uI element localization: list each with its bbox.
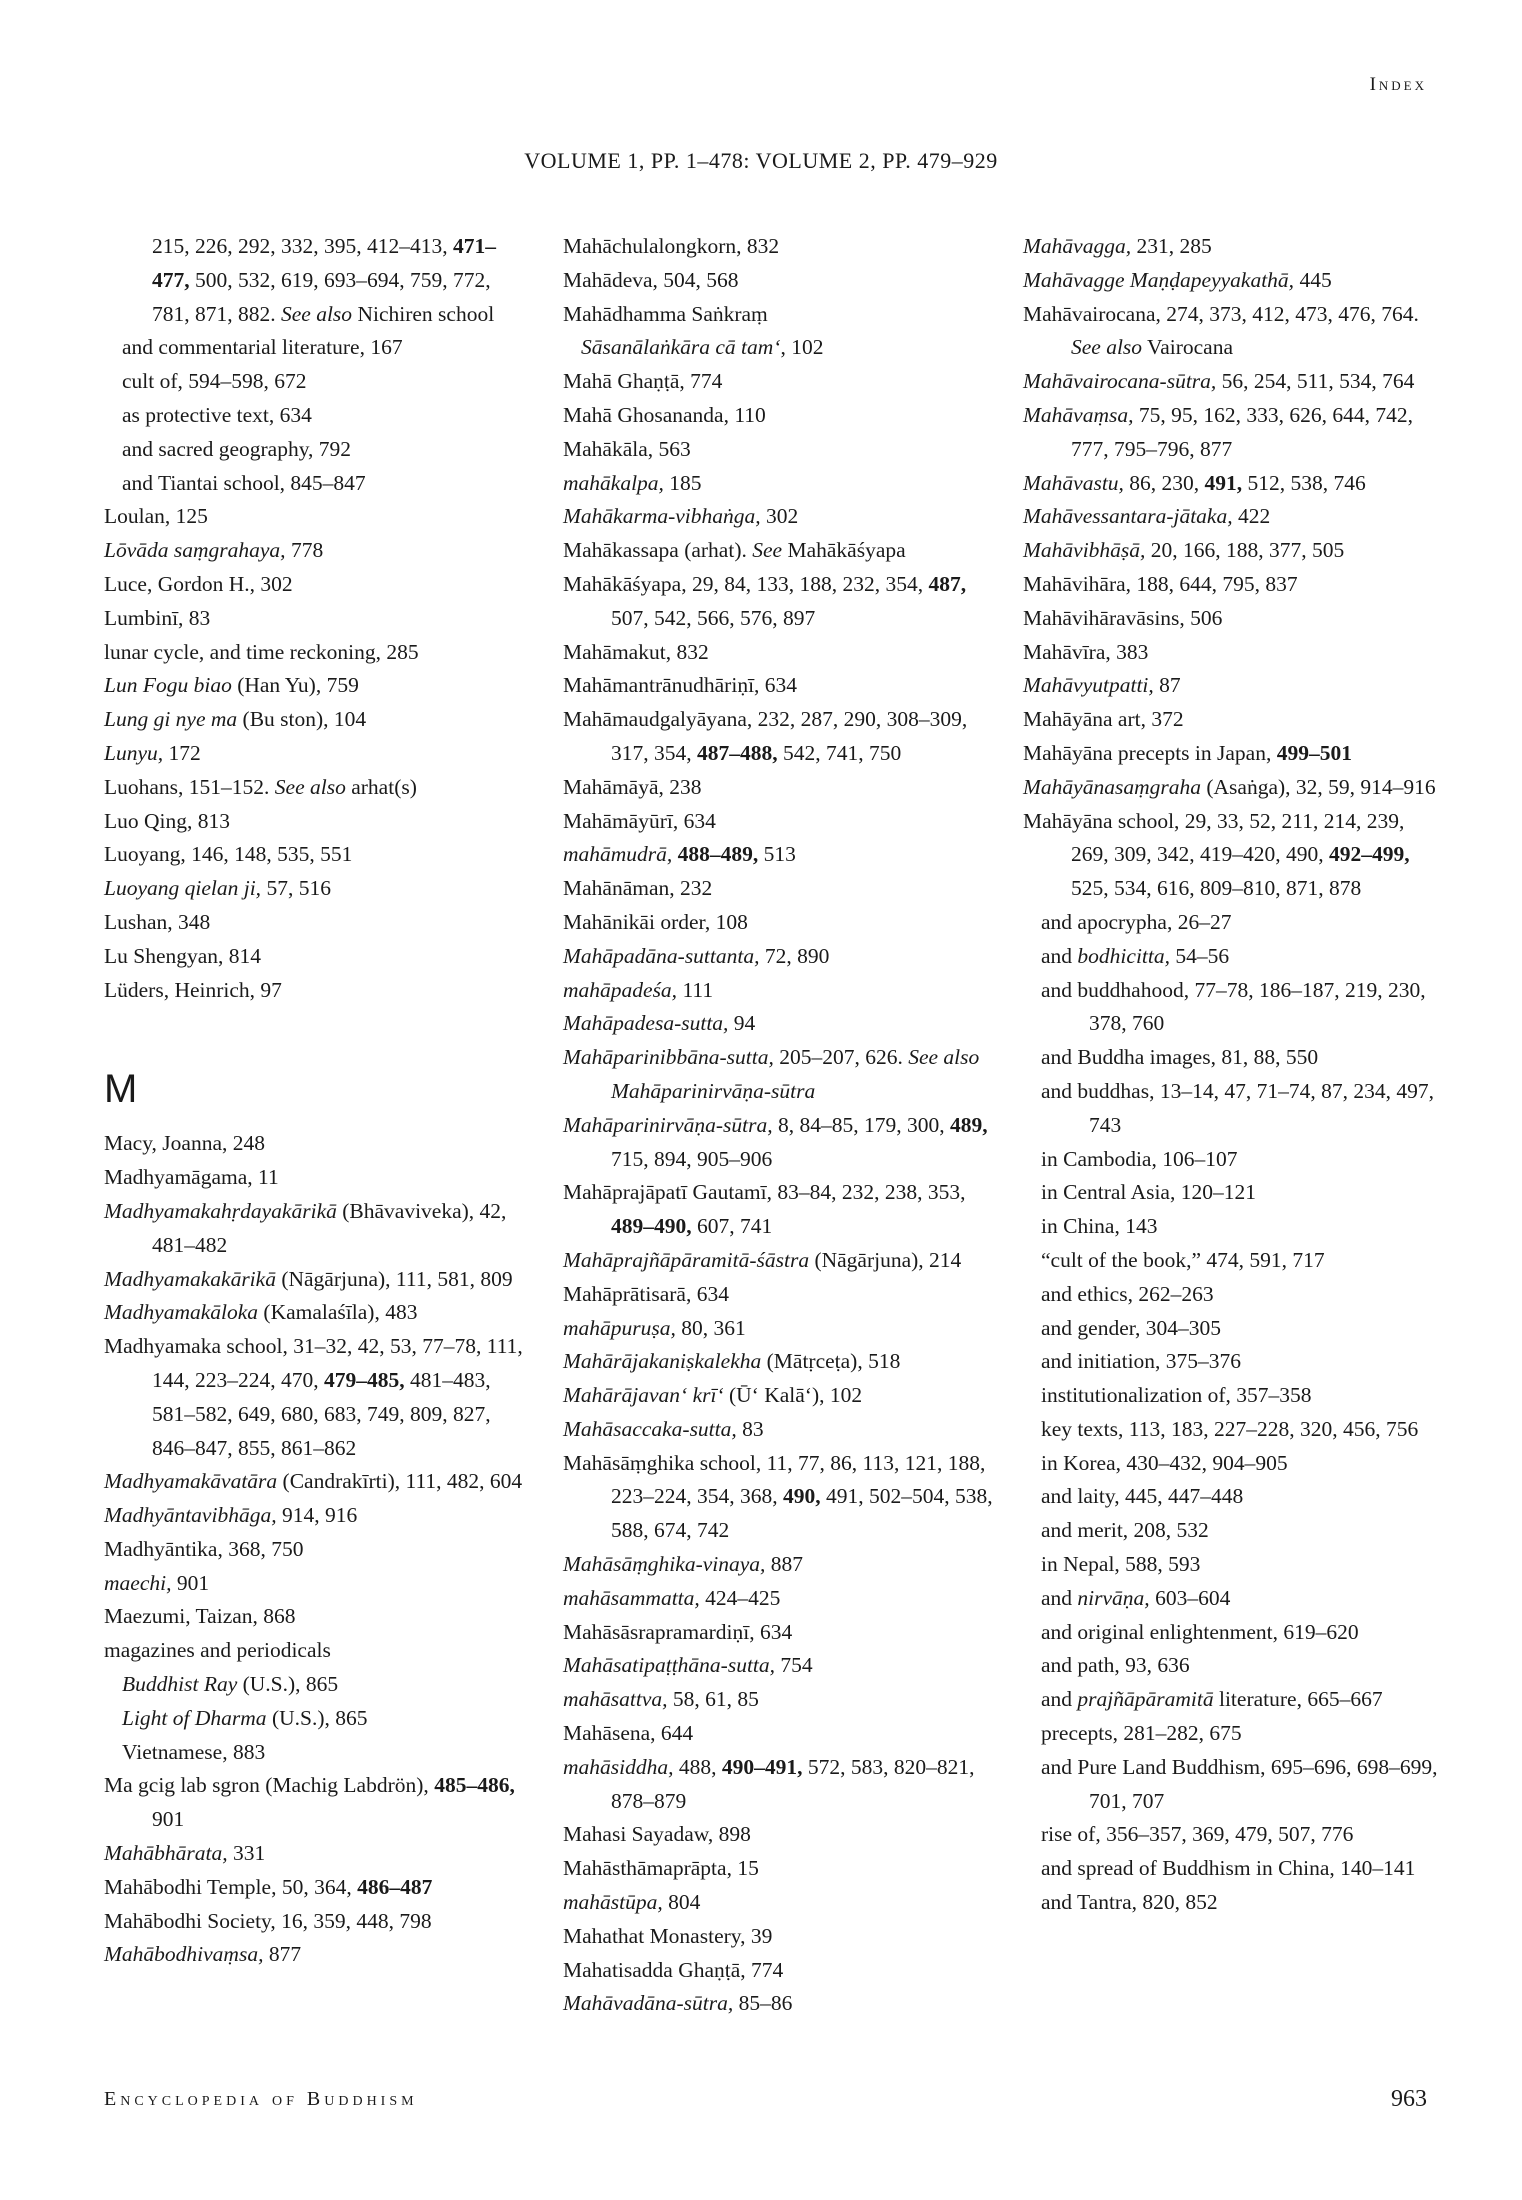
index-entry: Mahākāla, 563 (563, 436, 691, 461)
index-entry: Madhyāntika, 368, 750 (104, 1536, 304, 1561)
index-entry: Madhyamakahṛdayakārikā (Bhāvaviveka), 42, 481–482 (104, 1198, 507, 1257)
index-entry: Mahāvagga, 231, 285 (1023, 234, 1212, 258)
index-columns (0, 230, 1522, 2040)
index-entry: Mahāvagge Maṇḍapeyyakathā, 445 (1023, 267, 1332, 292)
index-subentry: precepts, 281–282, 675 (1041, 1721, 1242, 1746)
index-entry: Mahāsāsrapramardiṇī, 634 (563, 1619, 793, 1644)
index-entry: Mahāmaudgalyāyana, 232, 287, 290, 308–309, 317, 354, 487–488, 542, 741, 750 (563, 707, 968, 765)
index-entry: Mahābodhi Temple, 50, 364, 486–487 (104, 1874, 433, 1899)
page-number: 963 (1391, 2086, 1427, 2112)
index-entry: Mahāparinirvāṇa-sūtra, 8, 84–85, 179, 300, 489, 715, 894, 905–906 (563, 1112, 988, 1171)
index-subentry: and Buddha images, 81, 88, 550 (1041, 1045, 1319, 1070)
index-entry: Mahādhamma Saṅkraṃ (563, 301, 768, 326)
index-entry: Mahāyāna school, 29, 33, 52, 211, 214, 239, 269, 309, 342, 419–420, 490, 492–499, 525, 534, 616, 809–810, 871, 878 (1023, 808, 1410, 901)
index-entry: Luce, Gordon H., 302 (104, 571, 293, 596)
index-subentry: rise of, 356–357, 369, 479, 507, 776 (1041, 1822, 1354, 1847)
index-subentry: and path, 93, 636 (1041, 1653, 1190, 1678)
index-entry: mahāsattva, 58, 61, 85 (563, 1687, 759, 1712)
index-entry: Mahatisadda Ghaṇṭā, 774 (563, 1957, 784, 1982)
index-subentry: and Pure Land Buddhism, 695–696, 698–699, 701, 707 (1041, 1754, 1438, 1813)
index-entry: Mahākassapa (arhat). See Mahākāśyapa (563, 538, 906, 563)
index-entry: Mahāmantrānudhāriṇī, 634 (563, 673, 798, 698)
index-entry: Mahāvaṃsa, 75, 95, 162, 333, 626, 644, 742, 777, 795–796, 877 (1023, 402, 1413, 461)
index-entry: mahāsiddha, 488, 490–491, 572, 583, 820–821, 878–879 (563, 1754, 975, 1813)
index-subentry: Buddhist Ray (U.S.), 865 (122, 1672, 339, 1697)
index-subentry: cult of, 594–598, 672 (122, 369, 307, 394)
index-entry: Lu Shengyan, 814 (104, 943, 262, 968)
index-entry: Mahāmāyūrī, 634 (563, 808, 716, 833)
index-subentry: Vietnamese, 883 (122, 1739, 266, 1764)
index-subentry: and initiation, 375–376 (1041, 1349, 1242, 1374)
index-entry: mahāmudrā, 488–489, 513 (563, 842, 796, 867)
index-entry: Mahāyānasaṃgraha (Asaṅga), 32, 59, 914–916 (1023, 774, 1436, 799)
index-subentry: in Korea, 430–432, 904–905 (1041, 1450, 1288, 1475)
index-entry: Mahākarma-vibhaṅga, 302 (563, 504, 799, 529)
index-entry: Mahāprajāpatī Gautamī, 83–84, 232, 238, 353, 489–490, 607, 741 (563, 1180, 966, 1239)
index-subentry: in China, 143 (1041, 1214, 1158, 1239)
index-subentry: and buddhahood, 77–78, 186–187, 219, 230, 378, 760 (1041, 977, 1426, 1036)
index-subentry: and apocrypha, 26–27 (1041, 909, 1232, 934)
index-entry: Mahāmāyā, 238 (563, 774, 702, 799)
index-subentry: and sacred geography, 792 (122, 436, 352, 461)
index-subentry: and commentarial literature, 167 (122, 335, 403, 360)
index-subentry: and original enlightenment, 619–620 (1041, 1619, 1359, 1644)
index-entry: Mahānāman, 232 (563, 876, 713, 901)
section-letter: M (104, 1067, 138, 1112)
index-entry: Mahāsena, 644 (563, 1721, 694, 1746)
index-entry: Mahāvihāravāsins, 506 (1023, 605, 1223, 630)
index-entry: Mahāsatipaṭṭhāna-sutta, 754 (563, 1653, 813, 1678)
publication-title: Encyclopedia of Buddhism (104, 2088, 418, 2110)
index-entry: Mahā Ghosananda, 110 (563, 402, 766, 427)
index-entry: Ma gcig lab sgron (Machig Labdrön), 485–486, 901 (104, 1773, 515, 1832)
index-entry: Mahāvairocana-sūtra, 56, 254, 511, 534, 764 (1023, 369, 1415, 394)
index-entry: Luo Qing, 813 (104, 808, 231, 833)
index-subentry: and buddhas, 13–14, 47, 71–74, 87, 234, 497, 743 (1041, 1078, 1434, 1137)
index-entry: Mahābodhi Society, 16, 359, 448, 798 (104, 1908, 432, 1933)
index-entry: Mahāsthāmaprāpta, 15 (563, 1856, 759, 1881)
index-entry: Mahāvessantara-jātaka, 422 (1023, 504, 1271, 529)
index-subentry: and bodhicitta, 54–56 (1041, 943, 1230, 968)
index-entry: Mahāvadāna-sūtra, 85–86 (563, 1991, 793, 2016)
index-entry: Madhyamaka school, 31–32, 42, 53, 77–78, 111, 144, 223–224, 470, 479–485, 481–483, 581–582, 649, 680, 683, 749, 809, 827, 846–847, 855, 861–862 (104, 1334, 523, 1460)
index-entry: Mahāvastu, 86, 230, 491, 512, 538, 746 (1023, 470, 1366, 495)
index-entry: Mahānikāi order, 108 (563, 909, 748, 934)
index-subentry: and merit, 208, 532 (1041, 1518, 1209, 1543)
index-entry: magazines and periodicals (104, 1638, 331, 1663)
index-entry: Mahāsāṃghika-vinaya, 887 (563, 1552, 804, 1577)
index-entry: Macy, Joanna, 248 (104, 1131, 266, 1156)
index-entry: Mahāprātisarā, 634 (563, 1281, 729, 1306)
volume-note: VOLUME 1, PP. 1–478: VOLUME 2, PP. 479–929 (524, 148, 998, 173)
index-entry: Mahāparinibbāna-sutta, 205–207, 626. See also Mahāparinirvāṇa-sūtra (563, 1045, 980, 1103)
index-subentry: in Cambodia, 106–107 (1041, 1146, 1238, 1171)
index-column-1 (104, 230, 524, 1972)
index-entry: Mahābhārata, 331 (104, 1841, 266, 1866)
index-entry: Lushan, 348 (104, 909, 211, 934)
index-subentry: institutionalization of, 357–358 (1041, 1383, 1312, 1408)
index-entry: Mahādeva, 504, 568 (563, 267, 739, 292)
index-entry: Madhyamakāvatāra (Candrakīrti), 111, 482, 604 (104, 1469, 523, 1494)
index-entry: Mahāvairocana, 274, 373, 412, 473, 476, 764. See also Vairocana (1023, 301, 1419, 360)
index-entry: Madhyamāgama, 11 (104, 1165, 279, 1190)
index-entry: Mahārājavanʻ krīʻ (Ūʻ Kalāʻ), 102 (563, 1383, 863, 1408)
index-entry: Lun Fogu biao (Han Yu), 759 (104, 673, 359, 698)
index-entry: Mahāpadesa-sutta, 94 (563, 1011, 756, 1036)
index-entry: Mahāvīra, 383 (1023, 639, 1149, 664)
running-head: Index (1369, 74, 1427, 95)
index-subentry: and prajñāpāramitā literature, 665–667 (1041, 1687, 1383, 1712)
index-entry: Mahāvibhāṣā, 20, 166, 188, 377, 505 (1023, 538, 1345, 563)
index-subentry: as protective text, 634 (122, 402, 312, 427)
index-entry: Lung gi nye ma (Bu ston), 104 (104, 707, 367, 732)
index-entry: Mahābodhivaṃsa, 877 (104, 1942, 302, 1967)
index-entry: Mahāsaccaka-sutta, 83 (563, 1416, 764, 1441)
index-subentry: and laity, 445, 447–448 (1041, 1484, 1244, 1509)
index-entry: Loulan, 125 (104, 504, 208, 529)
index-entry: mahākalpa, 185 (563, 470, 702, 495)
index-entry: Madhyamakāloka (Kamalaśīla), 483 (104, 1300, 418, 1325)
index-subentry: in Central Asia, 120–121 (1041, 1180, 1256, 1205)
index-column-2 (563, 230, 993, 2021)
index-subentry: and Tiantai school, 845–847 (122, 470, 366, 495)
index-subentry: Sāsanālaṅkāra cā tamʻ, 102 (581, 335, 824, 360)
index-subentry: in Nepal, 588, 593 (1041, 1552, 1201, 1577)
index-subentry: and spread of Buddhism in China, 140–141 (1041, 1856, 1416, 1881)
index-entry: 215, 226, 292, 332, 395, 412–413, 471–477, 500, 532, 619, 693–694, 759, 772, 781, 871, 882. See also Nichiren school (152, 234, 496, 326)
index-entry: Mahāpadāna-suttanta, 72, 890 (563, 943, 830, 968)
index-subentry: and nirvāṇa, 603–604 (1041, 1585, 1231, 1610)
index-entry: Mahāyāna precepts in Japan, 499–501 (1023, 740, 1352, 765)
index-entry: Mahārājakaniṣkalekha (Mātṛceṭa), 518 (563, 1349, 901, 1374)
index-entry: Lunyu, 172 (104, 740, 201, 765)
index-entry: Mahāprajñāpāramitā-śāstra (Nāgārjuna), 214 (563, 1247, 962, 1272)
index-entry: Luoyang, 146, 148, 535, 551 (104, 842, 353, 867)
index-entry: Mahāvyutpatti, 87 (1023, 673, 1181, 698)
index-entry: mahāsammatta, 424–425 (563, 1585, 781, 1610)
index-entry: Mahā Ghaṇṭā, 774 (563, 369, 723, 394)
index-entry: Mahāyāna art, 372 (1023, 707, 1184, 732)
index-entry: Lumbinī, 83 (104, 605, 211, 630)
index-entry: Luohans, 151–152. See also arhat(s) (104, 774, 417, 799)
index-entry: Lōvāda saṃgrahaya, 778 (104, 538, 324, 563)
index-entry: mahāpuruṣa, 80, 361 (563, 1315, 746, 1340)
index-subentry: and ethics, 262–263 (1041, 1281, 1214, 1306)
index-subentry: key texts, 113, 183, 227–228, 320, 456, 756 (1041, 1416, 1419, 1441)
index-entry: Mahathat Monastery, 39 (563, 1923, 773, 1948)
index-entry: Lüders, Heinrich, 97 (104, 977, 282, 1002)
index-entry: mahāpadeśa, 111 (563, 977, 714, 1002)
index-entry: Madhyamakakārikā (Nāgārjuna), 111, 581, 809 (104, 1266, 513, 1291)
index-entry: Mahāvihāra, 188, 644, 795, 837 (1023, 571, 1298, 596)
index-entry: mahāstūpa, 804 (563, 1890, 701, 1915)
index-entry: lunar cycle, and time reckoning, 285 (104, 639, 419, 664)
index-subentry: and Tantra, 820, 852 (1041, 1890, 1218, 1915)
index-column-3 (1023, 230, 1443, 1920)
index-subentry: and gender, 304–305 (1041, 1315, 1222, 1340)
index-entry: Madhyāntavibhāga, 914, 916 (104, 1503, 358, 1528)
index-entry: Maezumi, Taizan, 868 (104, 1604, 296, 1629)
index-entry: Luoyang qielan ji, 57, 516 (104, 876, 331, 901)
index-subentry: “cult of the book,” 474, 591, 717 (1041, 1247, 1325, 1272)
index-entry: Mahāchulalongkorn, 832 (563, 234, 780, 258)
index-entry: Mahāmakut, 832 (563, 639, 709, 664)
index-entry: Mahāsāṃghika school, 11, 77, 86, 113, 121, 188, 223–224, 354, 368, 490, 491, 502–504, 538, 588, 674, 742 (563, 1450, 993, 1543)
index-subentry: Light of Dharma (U.S.), 865 (122, 1705, 368, 1730)
index-entry: Mahākāśyapa, 29, 84, 133, 188, 232, 354, 487, 507, 542, 566, 576, 897 (563, 571, 967, 630)
index-entry: Mahasi Sayadaw, 898 (563, 1822, 751, 1847)
index-entry: maechi, 901 (104, 1570, 210, 1595)
